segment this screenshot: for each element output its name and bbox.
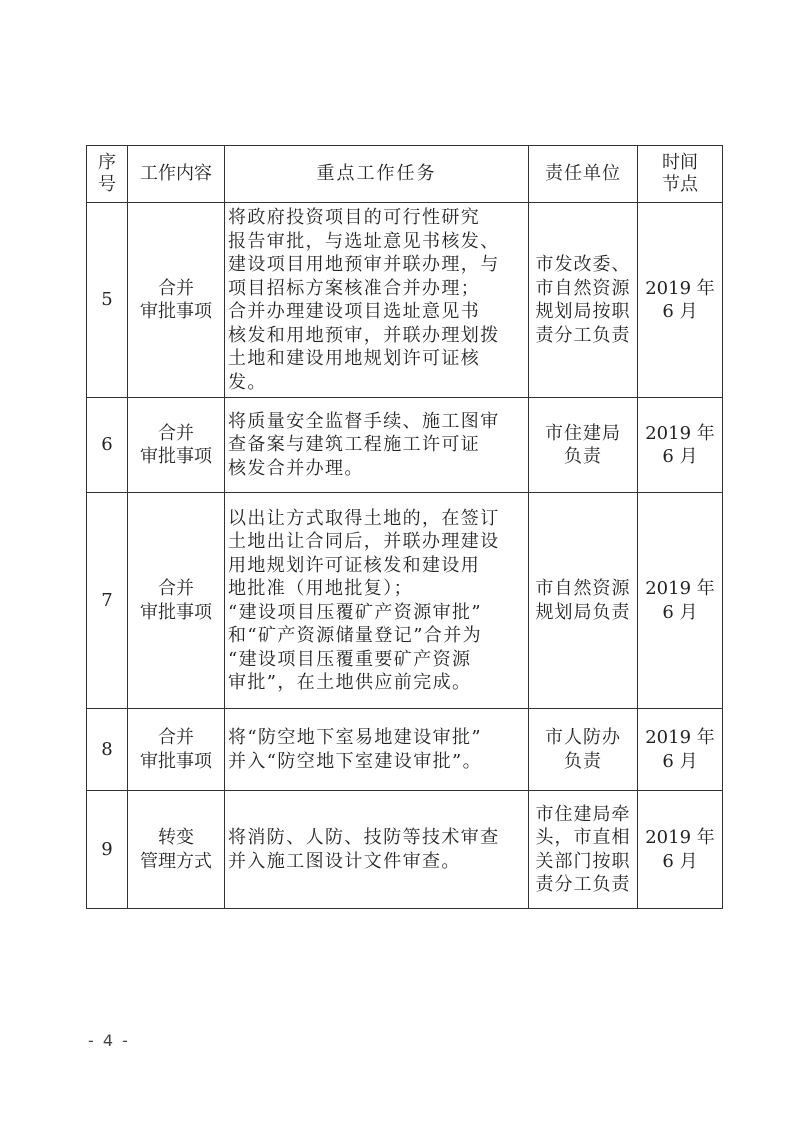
task-line: “建设项目压覆矿产资源审批”	[228, 601, 483, 623]
task-line: 建设项目用地预审并联办理，与	[228, 254, 500, 275]
responsible-line: 市自然资源	[535, 277, 631, 299]
header-no-line: 序	[98, 152, 116, 173]
header-responsible-unit: 责任单位	[529, 146, 638, 203]
time-line: 6 月	[662, 750, 698, 772]
time-line: 2019 年	[645, 578, 715, 599]
time-line: 2019 年	[645, 727, 715, 748]
table-row	[87, 791, 723, 909]
row-number: 7	[87, 493, 128, 709]
responsible-line: 规划局按职	[535, 301, 631, 322]
work-content-cell	[128, 398, 225, 493]
row-number: 8	[87, 709, 128, 791]
work-content-line: 管理方式	[140, 850, 212, 872]
task-line: 和“矿产资源储量登记”合并为	[228, 625, 483, 646]
header-no	[87, 146, 128, 203]
responsible-unit-cell	[529, 398, 638, 493]
task-line: 以出让方式取得土地的，在签订	[228, 507, 500, 529]
task-line: 合并办理建设项目选址意见书	[228, 301, 481, 322]
responsible-line: 负责	[564, 446, 602, 467]
work-content-line: 合并	[158, 578, 194, 599]
task-line: 地批准（用地批复）；	[228, 578, 413, 599]
task-line: 报告审批，与选址意见书核发、	[228, 230, 500, 252]
task-line: 土地和建设用地规划许可证核	[228, 348, 481, 369]
responsible-line: 市发改委、	[535, 254, 631, 275]
task-line: 项目招标方案核准合并办理；	[228, 277, 481, 299]
key-tasks-cell	[225, 709, 529, 791]
task-line: 并入“防空地下室建设审批”。	[228, 750, 483, 772]
work-content-line: 审批事项	[140, 601, 212, 623]
time-line: 2019 年	[645, 422, 715, 444]
responsible-line: 规划局负责	[535, 601, 631, 623]
header-time-node	[638, 146, 723, 203]
table-header-row	[87, 146, 723, 203]
work-content-cell	[128, 203, 225, 398]
responsible-unit-cell	[529, 203, 638, 398]
responsible-unit-cell	[529, 493, 638, 709]
responsible-unit-cell	[529, 791, 638, 909]
responsible-line: 市自然资源	[535, 578, 631, 599]
table-row	[87, 203, 723, 398]
task-line: 发。	[228, 371, 267, 393]
row-number: 6	[87, 398, 128, 493]
task-line: 审批”，在土地供应前完成。	[228, 672, 472, 693]
responsible-line: 市人防办	[545, 727, 621, 748]
task-line: 核发合并办理。	[228, 457, 364, 479]
task-line: 查备案与建筑工程施工许可证	[228, 434, 481, 456]
time-line: 6 月	[662, 301, 698, 322]
time-line: 6 月	[662, 601, 698, 623]
header-key-tasks: 重点工作任务	[225, 146, 529, 203]
responsible-line: 市住建局牵	[535, 803, 631, 825]
work-content-line: 审批事项	[140, 301, 212, 322]
responsible-line: 头，市直相	[535, 827, 631, 848]
work-content-cell	[128, 709, 225, 791]
responsible-line: 市住建局	[545, 422, 621, 444]
row-number: 9	[87, 791, 128, 909]
row-number: 5	[87, 203, 128, 398]
work-content-line: 转变	[158, 827, 194, 848]
time-line: 6 月	[662, 850, 698, 872]
header-time-line: 节点	[662, 174, 698, 195]
task-line: “建设项目压覆重要矿产资源	[228, 648, 472, 670]
key-tasks-cell	[225, 203, 529, 398]
work-content-line: 审批事项	[140, 446, 212, 467]
table-row	[87, 709, 723, 791]
task-line: 将政府投资项目的可行性研究	[228, 207, 481, 228]
work-content-line: 合并	[158, 277, 194, 299]
task-line: 用地规划许可证核发和建设用	[228, 554, 481, 576]
work-content-line: 合并	[158, 727, 194, 748]
work-content-line: 审批事项	[140, 750, 212, 772]
task-line: 将质量安全监督手续、施工图审	[228, 410, 500, 432]
task-line: 将消防、人防、技防等技术审查	[228, 827, 500, 848]
responsible-line: 责分工负责	[535, 874, 631, 895]
header-no-line: 号	[98, 174, 116, 195]
task-line: 核发和用地预审，并联办理划拨	[228, 324, 500, 346]
table-row	[87, 493, 723, 709]
task-line: 土地出让合同后，并联办理建设	[228, 531, 500, 552]
responsible-line: 责分工负责	[535, 324, 631, 346]
work-content-cell	[128, 791, 225, 909]
task-line: 并入施工图设计文件审查。	[228, 850, 461, 872]
page-number: - 4 -	[88, 1031, 130, 1050]
task-table	[86, 145, 723, 909]
work-content-line: 合并	[158, 422, 194, 444]
time-node-cell	[638, 203, 723, 398]
work-content-cell	[128, 493, 225, 709]
table-row	[87, 398, 723, 493]
task-line: 将“防空地下室易地建设审批”	[228, 727, 483, 748]
time-node-cell	[638, 493, 723, 709]
time-node-cell	[638, 791, 723, 909]
time-line: 6 月	[662, 446, 698, 467]
time-node-cell	[638, 709, 723, 791]
time-node-cell	[638, 398, 723, 493]
key-tasks-cell	[225, 493, 529, 709]
time-line: 2019 年	[645, 827, 715, 848]
header-work-content: 工作内容	[128, 146, 225, 203]
header-time-line: 时间	[662, 152, 698, 173]
time-line: 2019 年	[645, 277, 715, 299]
responsible-line: 负责	[564, 750, 602, 772]
responsible-line: 关部门按职	[535, 850, 631, 872]
responsible-unit-cell	[529, 709, 638, 791]
key-tasks-cell	[225, 398, 529, 493]
key-tasks-cell	[225, 791, 529, 909]
